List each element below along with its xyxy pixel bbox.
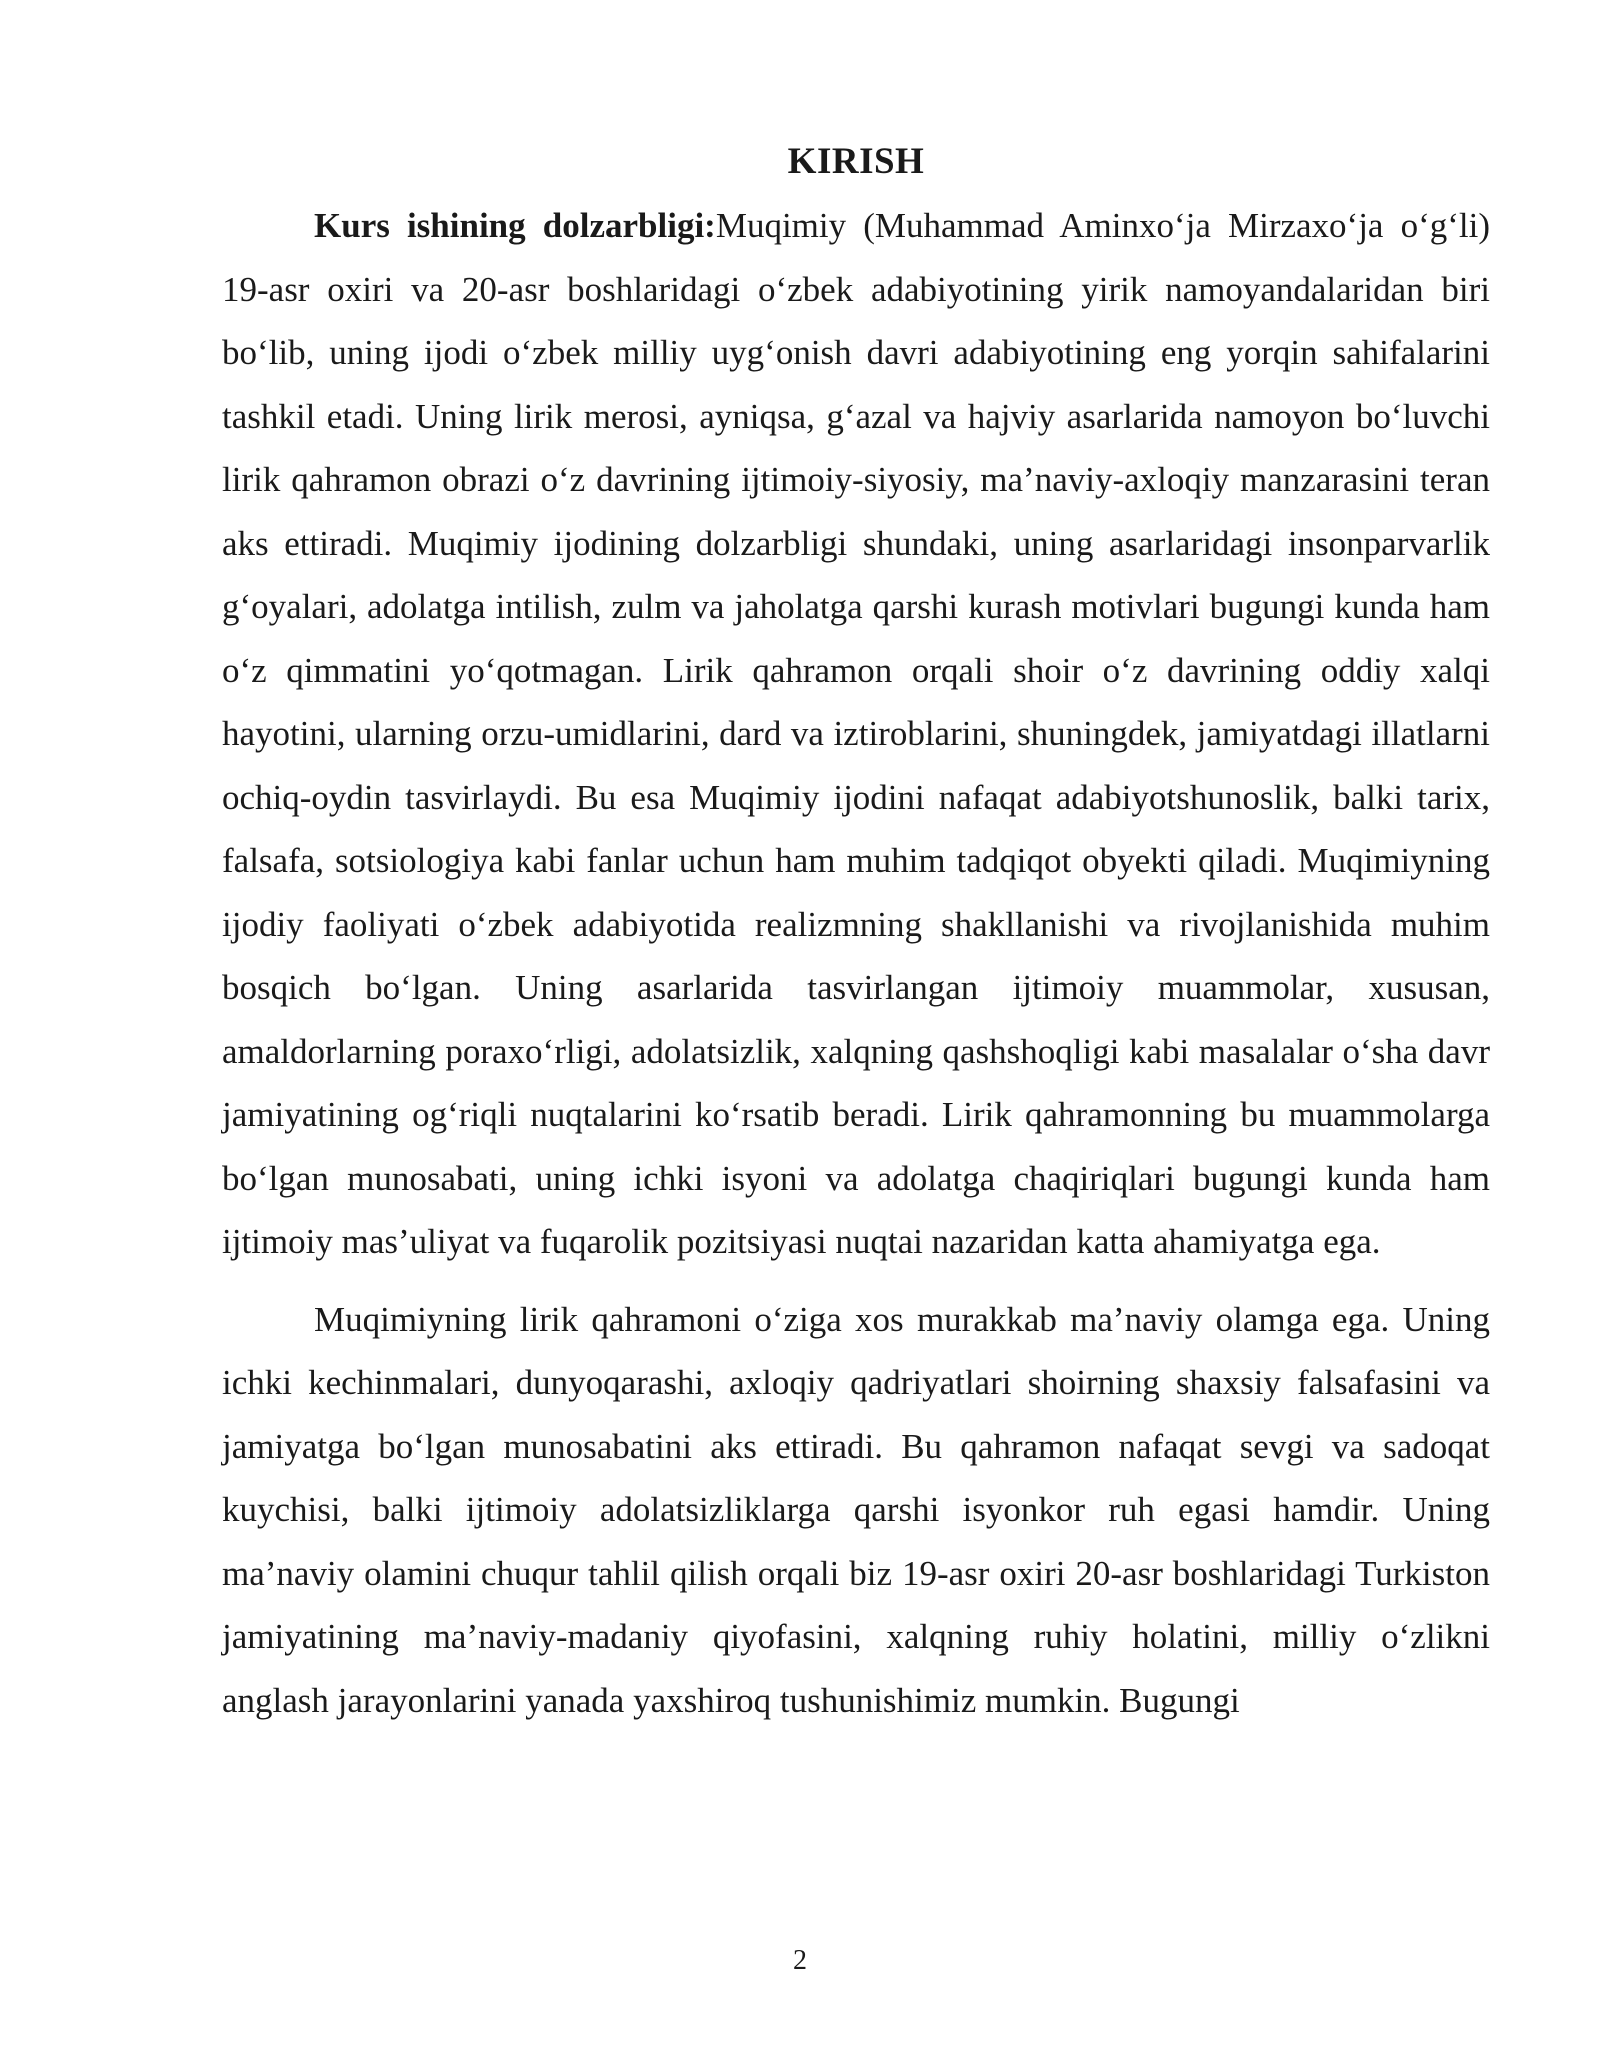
paragraph-relevance bbox=[222, 194, 1490, 1274]
page-content bbox=[222, 138, 1490, 1732]
paragraph-text: Muqimiyning lirik qahramoni o‘ziga xos murakkab ma’naviy olamga ega. Uning ichki kechinmalari, dunyoqarashi, axloqiy qadriyatlari shoirning shaxsiy falsafasini va jamiyatga bo‘lgan munosabatini aks ettiradi. Bu qahramon nafaqat sevgi va sadoqat kuychisi, balki ijtimoiy adolatsizliklarga qarshi isyonkor ruh egasi hamdir. Uning ma’naviy olamini chuqur tahlil qilish orqali biz 19-asr oxiri 20-asr boshlaridagi Turkiston jamiyatining ma’naviy-madaniy qiyofasini, xalqning ruhiy holatini, milliy o‘zlikni anglash jarayonlarini yanada yaxshiroq tushunishimiz mumkin. Bugungi bbox=[222, 1299, 1490, 1720]
paragraph-text: Muqimiy (Muhammad Aminxo‘ja Mirzaxo‘ja o‘g‘li) 19-asr oxiri va 20-asr boshlaridagi o‘zbek adabiyotining yirik namoyandalaridan biri bo‘lib, uning ijodi o‘zbek milliy uyg‘onish davri adabiyotining eng yorqin sahifalarini tashkil etadi. Uning lirik merosi, ayniqsa, g‘azal va hajviy asarlarida namoyon bo‘luvchi lirik qahramon obrazi o‘z davrining ijtimoiy-siyosiy, ma’naviy-axloqiy manzarasini teran aks ettiradi. Muqimiy ijodining dolzarbligi shundaki, uning asarlaridagi insonparvarlik g‘oyalari, adolatga intilish, zulm va jaholatga qarshi kurash motivlari bugungi kunda ham o‘z qimmatini yo‘qotmagan. Lirik qahramon orqali shoir o‘z davrining oddiy xalqi hayotini, ularning orzu-umidlarini, dard va iztiroblarini, shuningdek, jamiyatdagi illatlarni ochiq-oydin tasvirlaydi. Bu esa Muqimiy ijodini nafaqat adabiyotshunoslik, balki tarix, falsafa, sotsiologiya kabi fanlar uchun ham muhim tadqiqot obyekti qiladi. Muqimiyning ijodiy faoliyati o‘zbek adabiyotida realizmning shakllanishi va rivojlanishida muhim bosqich bo‘lgan. Uning asarlarida tasvirlangan ijtimoiy muammolar, xususan, amaldorlarning poraxo‘rligi, adolatsizlik, xalqning qashshoqligi kabi masalalar o‘sha davr jamiyatining og‘riqli nuqtalarini ko‘rsatib beradi. Lirik qahramonning bu muammolarga bo‘lgan munosabati, uning ichki isyoni va adolatga chaqiriqlari bugungi kunda ham ijtimoiy mas’uliyat va fuqarolik pozitsiyasi nuqtai nazaridan katta ahamiyatga ega. bbox=[222, 206, 1490, 1261]
section-heading: KIRISH bbox=[787, 141, 925, 182]
paragraph-lead: Kurs ishining dolzarbligi: bbox=[314, 206, 716, 245]
paragraph-lyric-hero bbox=[222, 1288, 1490, 1733]
page-number: 2 bbox=[793, 1945, 807, 1976]
